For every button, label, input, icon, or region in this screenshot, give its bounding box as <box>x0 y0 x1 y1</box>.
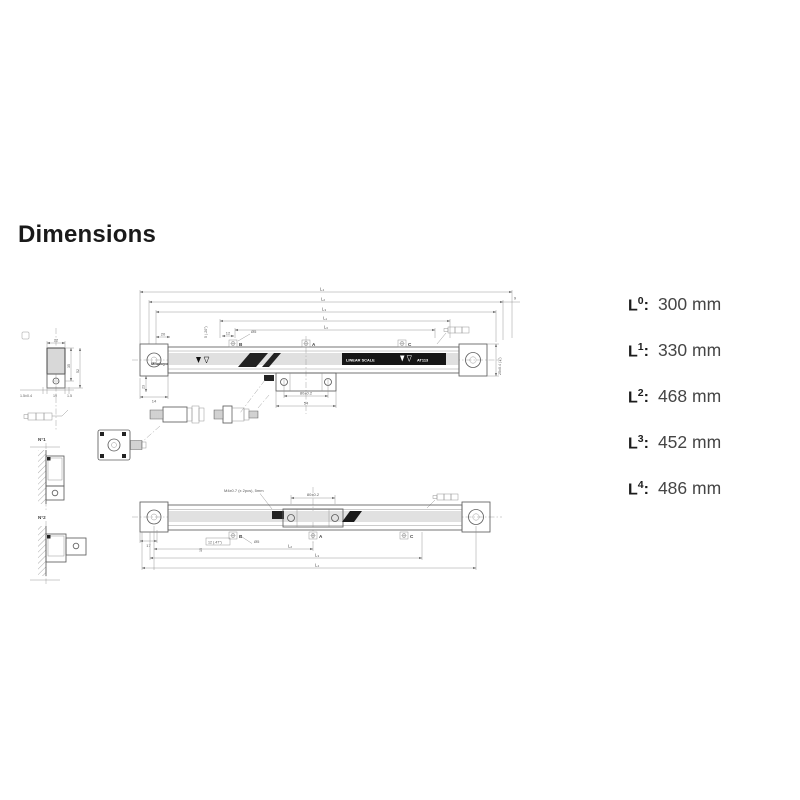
mounting-detail-n1 <box>30 437 64 512</box>
dim-l2-label: L₂ <box>320 296 326 302</box>
n1-label: N°1 <box>38 437 46 442</box>
dimension-symbol: $L^3$ <box>628 432 644 452</box>
dimension-value: 452 mm <box>657 432 722 452</box>
datum-targets-top <box>229 340 412 347</box>
datum-a-bottom-label: A <box>319 534 323 539</box>
dim-l4-bottom-label: L₄ <box>314 562 320 568</box>
dimension-symbol: $L^2$ <box>628 386 644 406</box>
datum-b-label: B <box>239 342 243 347</box>
dim-80-label: 80±0.2 <box>299 390 313 396</box>
dim-5in-label: 5 (.20") <box>204 326 208 338</box>
linear-scale-label: LINEAR SCALE <box>346 357 375 363</box>
dim-dia5-bottom-label: Ø5 <box>254 539 260 544</box>
dim-35-label: 35 <box>67 364 71 368</box>
dimension-values-list <box>628 294 721 524</box>
model-label: AT113 <box>417 357 429 363</box>
dimension-value: 300 mm <box>657 294 722 314</box>
dimension-value: 468 mm <box>657 386 722 406</box>
scale-body-top <box>132 344 502 376</box>
dimension-row-l4: $L^4$ : 486 mm <box>628 478 722 498</box>
dim-15a-label: 1.5±0.4 <box>20 394 32 398</box>
dim-17-label: 17 <box>146 543 151 548</box>
datum-c-bottom-label: C <box>410 534 414 539</box>
dim-9-label: 9 <box>513 295 517 301</box>
dim-20-label: 20 <box>160 331 166 337</box>
technical-drawing <box>10 280 540 590</box>
dim-80-bottom-label: 80±0.2 <box>306 492 320 497</box>
dimension-row-l0: $L^0$ : 300 mm <box>628 294 722 314</box>
dim-15b-label: 1.5 <box>67 394 72 398</box>
bottom-view <box>132 487 502 570</box>
dimension-row-l1: $L^1$ : 330 mm <box>628 340 722 360</box>
n2-label: N°2 <box>38 515 46 520</box>
dimension-value: 330 mm <box>657 340 722 360</box>
datum-b-bottom-label: B <box>239 534 243 539</box>
symbol-box <box>22 332 29 339</box>
dim-52-label: 52 <box>76 369 80 373</box>
length-dimension-lines <box>140 287 520 331</box>
dim-l4-label: L₄ <box>319 286 325 292</box>
dim-14-label: 14 <box>151 398 157 404</box>
page-title: Dimensions <box>18 221 157 248</box>
dim-23-label: 23 <box>141 385 146 389</box>
connector-leader <box>437 333 446 344</box>
dimension-symbol: $L^4$ <box>628 478 644 498</box>
dimension-symbol: $L^1$ <box>628 340 644 360</box>
left-end-dims <box>140 376 168 404</box>
datum-c-label: C <box>408 342 412 347</box>
brand-label: Mitutoyo <box>151 361 168 366</box>
dim-25-label: 25±0.4 (1") <box>498 357 502 375</box>
dim-l1-label: L₁ <box>322 315 328 321</box>
dim-15-label: 15 <box>199 548 203 552</box>
cross-section-view <box>20 328 83 430</box>
dimension-row-l2: $L^2$ : 468 mm <box>628 386 722 406</box>
reading-head-top <box>264 336 336 414</box>
dim-l3-label: L₃ <box>321 306 327 312</box>
cable-connector-assembly <box>98 380 269 460</box>
dim-12in-label: 12 (.47") <box>208 540 222 545</box>
dimension-value: 486 mm <box>657 478 722 498</box>
dim-l3-bottom-label: L₃ <box>314 552 320 558</box>
dim-l2-bottom-label: L₂ <box>287 543 293 549</box>
datum-a-label: A <box>312 342 316 347</box>
dim-l0-label: L₀ <box>323 324 329 330</box>
dimension-row-l3: $L^3$ : 452 mm <box>628 432 722 452</box>
dim-dia5-label: Ø5 <box>251 329 257 334</box>
wall-hatch <box>38 526 46 576</box>
dimension-symbol: $L^0$ <box>628 294 644 314</box>
mounting-detail-n2 <box>30 515 86 584</box>
wall-hatch <box>38 450 46 504</box>
top-view <box>132 287 520 415</box>
dim-54-label: 54 <box>303 400 309 406</box>
dim-19-label: 19 <box>53 394 57 398</box>
dim-22-label: 22 <box>53 337 59 343</box>
dim-12-label: 12 <box>225 330 231 336</box>
thread-note: M4x0.7 (x 2pcs), 5mm <box>224 488 264 493</box>
